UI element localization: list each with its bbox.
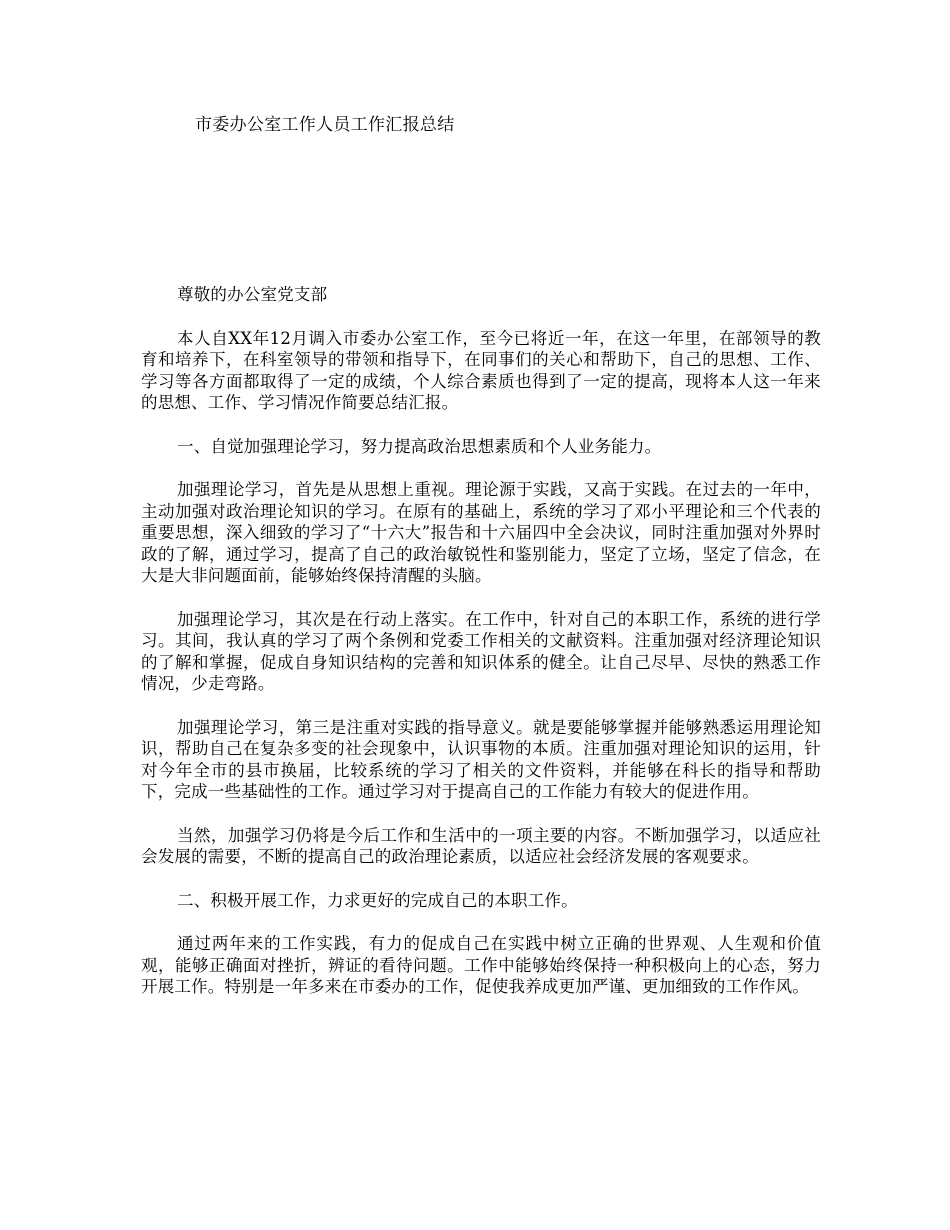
- paragraph-intro: 本人自XX年12月调入市委办公室工作，至今已将近一年，在这一年里，在部领导的教育和培养下，在科室领导的带领和指导下，在同事们的关心和帮助下，自己的思想、工作、学习等各方面都取得了一定的成绩，个人综合素质也得到了一定的提高，现将本人这一年来的思想、工作、学习情况作简要总结汇报。: [141, 328, 821, 412]
- document-body: [141, 284, 821, 1020]
- paragraph: 当然，加强学习仍将是今后工作和生活中的一项主要的内容。不断加强学习，以适应社会发展的需要，不断的提高自己的政治理论素质，以适应社会经济发展的客观要求。: [141, 825, 821, 866]
- paragraph: 通过两年来的工作实践，有力的促成自己在实践中树立正确的世界观、人生观和价值观，能够正确面对挫折，辨证的看待问题。工作中能够始终保持一种积极向上的心态，努力开展工作。特别是一年多来在市委办的工作，促使我养成更加严谨、更加细致的工作作风。: [141, 934, 821, 996]
- salutation: 尊敬的办公室党支部: [177, 285, 328, 304]
- section-heading-2: 二、积极开展工作，力求更好的完成自己的本职工作。: [177, 890, 578, 910]
- document-title: 市委办公室工作人员工作汇报总结: [195, 115, 455, 135]
- paragraph: 加强理论学习，第三是注重对实践的指导意义。就是要能够掌握并能够熟悉运用理论知识，帮助自己在复杂多变的社会现象中，认识事物的本质。注重加强对理论知识的运用，针对今年全市的县市换届，比较系统的学习了相关的文件资料，并能够在科长的指导和帮助下，完成一些基础性的工作。通过学习对于提高自己的工作能力有较大的促进作用。: [141, 717, 821, 801]
- paragraph: 加强理论学习，首先是从思想上重视。理论源于实践，又高于实践。在过去的一年中，主动加强对政治理论知识的学习。在原有的基础上，系统的学习了邓小平理论和三个代表的重要思想，深入细致的学习了“十六大”报告和十六届四中全会决议，同时注重加强对外界时政的了解，通过学习，提高了自己的政治敏锐性和鉴别能力，坚定了立场，坚定了信念，在大是大非问题面前，能够始终保持清醒的头脑。: [141, 480, 821, 585]
- paragraph: 加强理论学习，其次是在行动上落实。在工作中，针对自己的本职工作，系统的进行学习。其间，我认真的学习了两个条例和党委工作相关的文献资料。注重加强对经济理论知识的了解和掌握，促成自身知识结构的完善和知识体系的健全。让自己尽早、尽快的熟悉工作情况，少走弯路。: [141, 609, 821, 693]
- section-heading-1: 一、自觉加强理论学习，努力提高政治思想素质和个人业务能力。: [177, 436, 662, 456]
